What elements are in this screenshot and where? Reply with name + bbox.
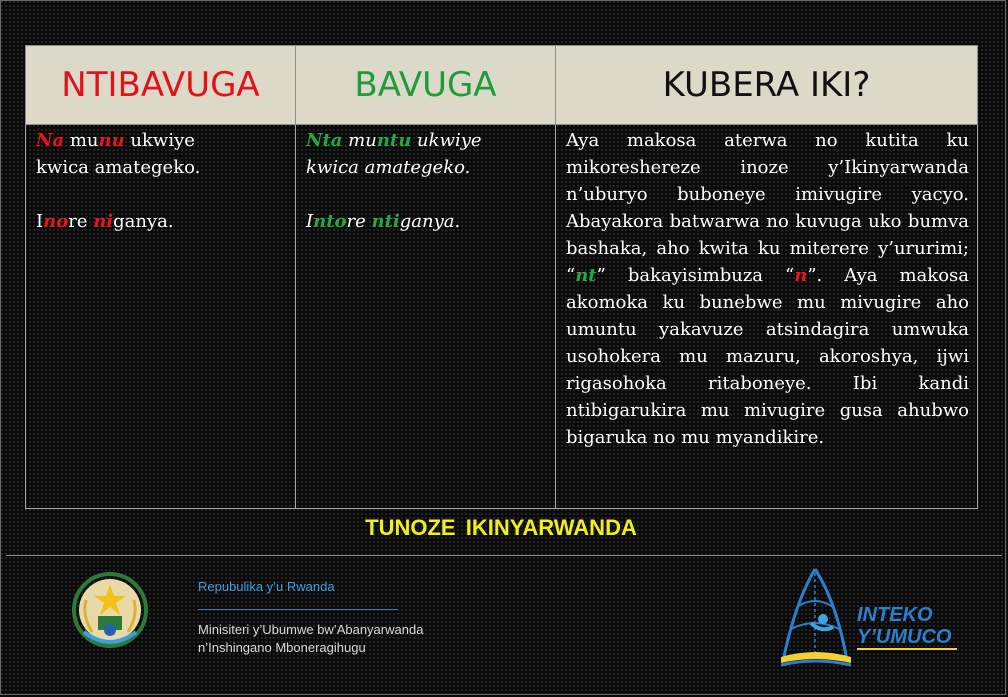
highlight-ntu: ntu (376, 130, 412, 151)
highlight-nti: nti (371, 211, 400, 232)
footer-divider (6, 555, 1002, 556)
highlight-n: n (794, 265, 808, 286)
correct-sentence-2 (306, 208, 547, 235)
republic-name: Repubulika y’u Rwanda (198, 579, 335, 594)
highlight-nto: nto (313, 211, 347, 232)
explanation-cell (556, 125, 978, 509)
rwanda-coat-of-arms-icon (72, 570, 148, 650)
highlight-nu: nu (98, 130, 125, 151)
explanation-text: ” bakayisimbuza “ (596, 265, 795, 286)
tagline: TUNOZE IKINYARWANDA (365, 515, 637, 540)
highlight-na: Na (36, 130, 65, 151)
logo-text-line-1: INTEKO (857, 604, 933, 626)
correct-sentence-1-line-1 (306, 127, 547, 154)
ministry-line-1: Minisiteri y’Ubumwe bw’Abanyarwanda (198, 622, 424, 637)
text-segment: I (306, 211, 314, 232)
header-kubera-iki: KUBERA IKI? (556, 46, 978, 125)
highlight-nt: nt (575, 265, 597, 286)
correct-usage-cell (296, 125, 556, 509)
explanation-paragraph (566, 127, 969, 451)
table-header-row (26, 46, 978, 125)
text-segment: re (346, 211, 372, 232)
text-segment: mu (342, 130, 377, 151)
text-segment: ukwiye (411, 130, 482, 151)
header-ntibavuga: NTIBAVUGA (26, 46, 296, 125)
highlight-ni: ni (93, 211, 114, 232)
highlight-no: no (43, 211, 69, 232)
logo-text-line-2: Y’UMUCO (857, 626, 952, 648)
incorrect-usage-cell (26, 125, 296, 509)
highlight-nta: Nta (306, 130, 343, 151)
text-segment: ganya. (113, 211, 174, 232)
incorrect-sentence-1-line-1 (36, 127, 287, 154)
explanation-text: Aya makosa aterwa no kutita ku mikoreshereze inoze y’Ikinyarwanda n’uburyo buboneye imivugire yacyo. Abayakora batwarwa no kuvuga uko bumva bashaka, aho kwita ku miterere y’ururimi; “ (566, 130, 969, 286)
text-segment: ganya. (399, 211, 461, 232)
ministry-name (198, 621, 423, 657)
text-segment: I (36, 211, 44, 232)
table-row (26, 125, 978, 509)
correct-sentence-1-line-2: kwica amategeko. (306, 157, 471, 178)
ministry-divider (198, 609, 398, 610)
text-segment: mu (64, 130, 99, 151)
comparison-table (25, 45, 978, 509)
header-bavuga: BAVUGA (296, 46, 556, 125)
inteko-yumuco-logo-icon (775, 563, 970, 675)
incorrect-sentence-2 (36, 208, 287, 235)
ministry-line-2: n’Inshingano Mboneragihugu (198, 640, 366, 655)
text-segment: ukwiye (124, 130, 195, 151)
incorrect-sentence-1-line-2: kwica amategeko. (36, 157, 201, 178)
text-segment: re (68, 211, 94, 232)
explanation-text: ”. Aya makosa akomoka ku bunebwe mu mivugire aho umuntu yakavuze atsindagira umwuka usohokera mu mazuru, akoroshya, ijwi rigasohoka ritaboneye. Ibi kandi ntibigarukira mu mivugire gusa ahubwo bigaruka no mu myandikire. (566, 265, 969, 448)
